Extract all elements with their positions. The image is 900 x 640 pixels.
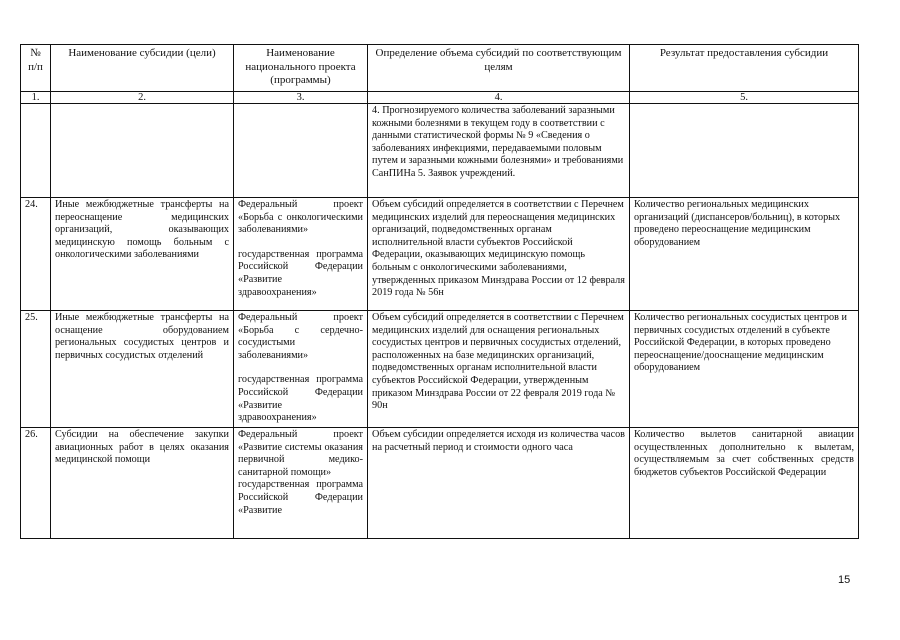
cell-project: [234, 198, 368, 311]
project-federal: Федеральный проект «Борьба с сердечно-сосудистыми заболеваниями»: [238, 312, 363, 361]
cell-name: [51, 104, 234, 198]
cell-result: Количество региональных медицинских организаций (диспансеров/больниц), в которых проведено переоснащение медицинским оборудованием: [630, 198, 859, 311]
col-number: 3.: [234, 92, 368, 104]
table-row: [21, 428, 859, 539]
cell-num: [21, 104, 51, 198]
header-num: № п/п: [21, 45, 51, 92]
project-state-program: государственная программа Российской Федерации «Развитие: [238, 479, 363, 516]
cell-project: [234, 428, 368, 539]
header-volume-definition: Определение объема субсидий по соответствующим целям: [368, 45, 630, 92]
cell-volume: Объем субсидий определяется в соответствии с Перечнем медицинских изделий для оснащения региональных сосудистых центров и первичных сосудистых отделений, расположенных на базе медицинских организаций, подведомственных органам исполнительной власти субъектов Российской Федерации, утвержденным приказом Минздрава России от 22 февраля 2019 года № 90н: [368, 311, 630, 428]
cell-result: [630, 104, 859, 198]
project-state-program: государственная программа Российской Федерации «Развитие здравоохранения»: [238, 374, 363, 424]
cell-volume: Объем субсидии определяется исходя из количества часов на расчетный период и стоимости одного часа: [368, 428, 630, 539]
subsidy-table: [20, 44, 859, 539]
table-row: [21, 198, 859, 311]
cell-num: 24.: [21, 198, 51, 311]
col-number: 5.: [630, 92, 859, 104]
project-state-program: государственная программа Российской Федерации «Развитие здравоохранения»: [238, 248, 363, 298]
cell-num: 25.: [21, 311, 51, 428]
table-row-continuation: [21, 104, 859, 198]
header-project-name: Наименование национального проекта (программы): [234, 45, 368, 92]
header-result: Результат предоставления субсидии: [630, 45, 859, 92]
cell-name: Иные межбюджетные трансферты на оснащение оборудованием региональных сосудистых центров и первичных сосудистых отделений: [51, 311, 234, 428]
cell-project: [234, 311, 368, 428]
cell-volume: 4. Прогнозируемого количества заболеваний заразными кожными болезнями в текущем году в соответствии с данными статистической формы № 9 «Сведения о заболеваниях инфекциями, передаваемыми половым путем и заразными кожными болезнями» и требованиями СанПИНа 5. Заявок учреждений.: [368, 104, 630, 198]
page-number: 15: [838, 574, 851, 586]
table-row: [21, 311, 859, 428]
cell-result: Количество вылетов санитарной авиации осуществленных дополнительно к вылетам, осуществляемым за счет собственных средств бюджетов субъектов Российской Федерации: [630, 428, 859, 539]
cell-project: [234, 104, 368, 198]
cell-result: Количество региональных сосудистых центров и первичных сосудистых отделений в субъекте Российской Федерации, в которых проведено переоснащение/дооснащение медицинским оборудованием: [630, 311, 859, 428]
col-number: 2.: [51, 92, 234, 104]
column-numbers-row: [21, 92, 859, 104]
header-subsidy-name: Наименование субсидии (цели): [51, 45, 234, 92]
col-number: 1.: [21, 92, 51, 104]
project-federal: Федеральный проект «Борьба с онкологическими заболеваниями»: [238, 199, 363, 236]
project-federal: Федеральный проект «Развитие системы оказания первичной медико-санитарной помощи»: [238, 429, 363, 478]
col-number: 4.: [368, 92, 630, 104]
cell-volume: Объем субсидий определяется в соответствии с Перечнем медицинских изделий для переоснащения медицинских организаций, подведомственных органам исполнительной власти субъектов Российской Федерации, оказывающих медицинскую помощь больным с онкологическими заболеваниями, утвержденных приказом Минздрава России от 12 февраля 2019 года № 56н: [368, 198, 630, 311]
cell-name: Субсидии на обеспечение закупки авиационных работ в целях оказания медицинской помощи: [51, 428, 234, 539]
cell-name: Иные межбюджетные трансферты на переоснащение медицинских организаций, оказывающих медицинскую помощь больным с онкологическими заболеваниями: [51, 198, 234, 311]
table-header-row: [21, 45, 859, 92]
cell-num: 26.: [21, 428, 51, 539]
